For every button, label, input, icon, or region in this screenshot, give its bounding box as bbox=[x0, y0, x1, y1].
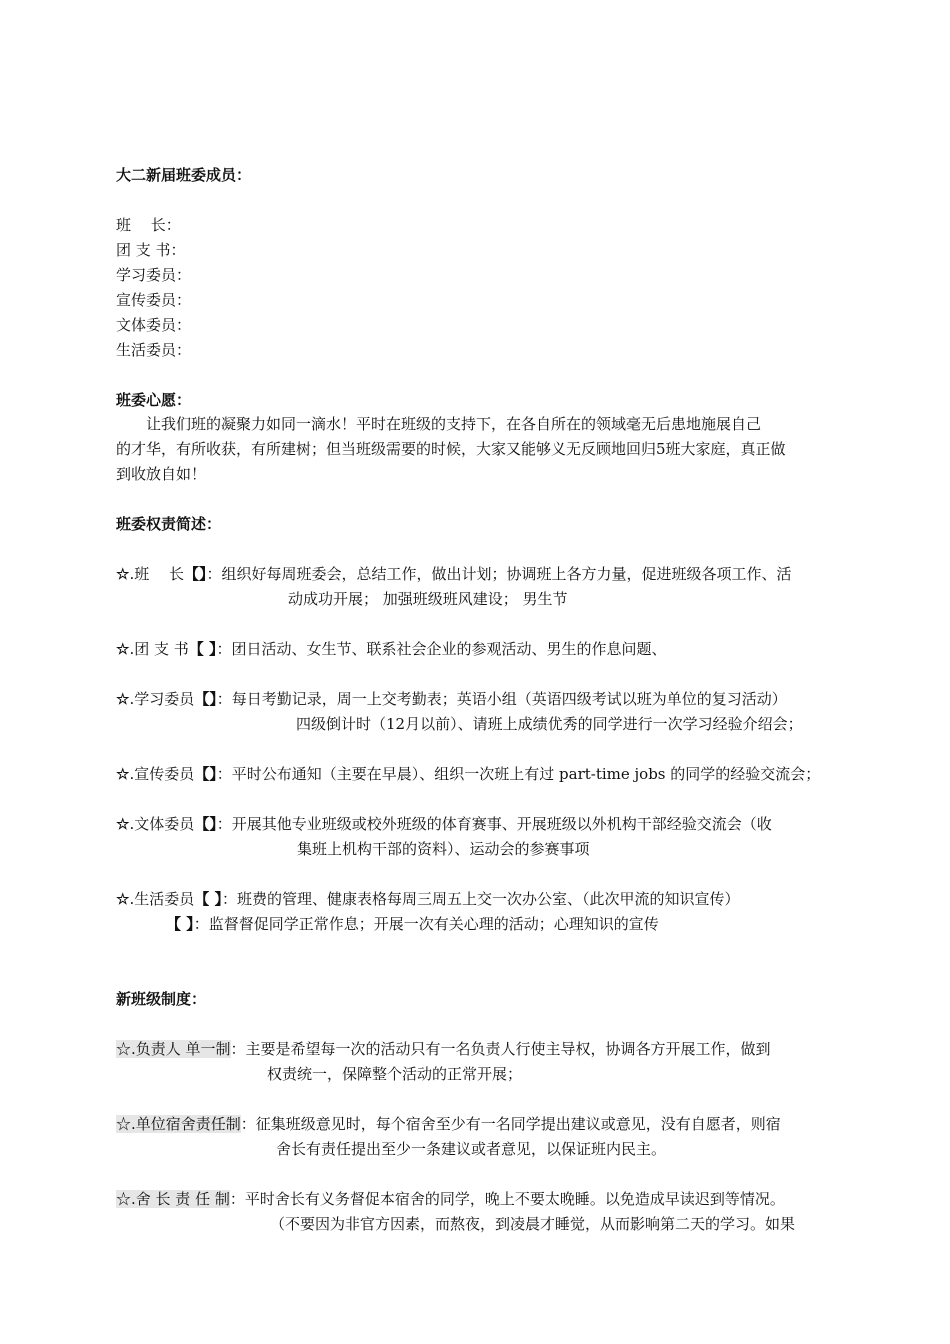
duty-brackets: 【】 bbox=[184, 565, 207, 583]
role-sports: 文体委员： bbox=[116, 316, 192, 334]
duty-text: ：监督督促同学正常作息；开展一次有关心理的活动；心理知识的宣传 bbox=[193, 915, 659, 933]
role-publicity: 宣传委员： bbox=[116, 291, 192, 309]
wish-line: 让我们班的凝聚力如同一滴水！平时在班级的支持下，在各自所在的领域毫无后患地施展自己 bbox=[146, 415, 762, 433]
system-item-single-leader bbox=[116, 1039, 771, 1059]
duty-text: 动成功开展； 加强班级班风建设； 男生节 bbox=[288, 590, 568, 608]
role-monitor: 班 长： bbox=[116, 216, 181, 234]
star-icon: ☆ bbox=[116, 640, 130, 658]
duty-text: ：每日考勤记录，周一上交考勤表；英语小组（英语四级考试以班为单位的复习活动） bbox=[216, 690, 787, 708]
system-text: 权责统一，保障整个活动的正常开展； bbox=[267, 1065, 523, 1083]
duties-heading: 班委权责简述： bbox=[116, 515, 222, 533]
duty-title: .宣传委员 bbox=[129, 765, 195, 783]
duty-item-sports bbox=[116, 814, 772, 834]
duty-brackets: 【 】 bbox=[194, 890, 222, 908]
wish-line: 的才华，有所收获，有所建树；但当班级需要的时候，大家又能够义无反顾地回归5班大家庭，真正做 bbox=[116, 440, 786, 458]
system-title: ☆.负责人 单一制 bbox=[116, 1040, 231, 1058]
duty-item-publicity bbox=[116, 764, 820, 784]
role-life: 生活委员： bbox=[116, 341, 192, 359]
duty-text: 四级倒计时（12月以前）、请班上成绩优秀的同学进行一次学习经验介绍会； bbox=[296, 715, 803, 733]
wish-heading: 班委心愿： bbox=[116, 391, 192, 409]
system-text: ：主要是希望每一次的活动只有一名负责人行使主导权，协调各方开展工作，做到 bbox=[230, 1040, 771, 1058]
system-item-dorm-head bbox=[116, 1189, 785, 1209]
duty-text: ：组织好每周班委会，总结工作，做出计划；协调班上各方力量，促进班级各项工作、活 bbox=[206, 565, 792, 583]
duty-title: .学习委员 bbox=[129, 690, 195, 708]
system-text: ：征集班级意见时，每个宿舍至少有一名同学提出建议或意见，没有自愿者，则宿 bbox=[240, 1115, 781, 1133]
system-item-dorm-unit bbox=[116, 1114, 781, 1134]
role-league-secretary: 团 支 书： bbox=[116, 241, 186, 259]
star-icon: ☆ bbox=[116, 690, 130, 708]
duty-brackets: 【】 bbox=[194, 765, 217, 783]
duty-item-monitor bbox=[116, 564, 792, 584]
system-text: 舍长有责任提出至少一条建议或者意见，以保证班内民主。 bbox=[276, 1140, 667, 1158]
duty-text: 集班上机构干部的资料）、运动会的参赛事项 bbox=[297, 840, 590, 858]
duty-title: .班 长 bbox=[129, 565, 184, 583]
duty-brackets: 【 】 bbox=[166, 915, 194, 933]
duty-item-league bbox=[116, 639, 667, 659]
duty-item-study bbox=[116, 689, 787, 709]
duty-brackets: 【】 bbox=[194, 690, 217, 708]
duty-text: ：开展其他专业班级或校外班级的体育赛事、开展班级以外机构干部经验交流会（收 bbox=[216, 815, 772, 833]
star-icon: ☆ bbox=[116, 815, 130, 833]
duty-title: .团 支 书 bbox=[129, 640, 189, 658]
system-title: ☆.舍 长 责 任 制 bbox=[116, 1190, 230, 1208]
duty-text: ：平时公布通知（主要在早晨）、组织一次班上有过 part-time jobs 的同学的经验交流会； bbox=[216, 765, 821, 783]
duty-subline bbox=[166, 914, 659, 934]
duty-brackets: 【 】 bbox=[188, 640, 217, 658]
duty-text: ：班费的管理、健康表格每周三周五上交一次办公室、（此次甲流的知识宣传） bbox=[221, 890, 740, 908]
duty-text: ：团日活动、女生节、联系社会企业的参观活动、男生的作息问题、 bbox=[216, 640, 667, 658]
members-heading: 大二新届班委成员： bbox=[116, 166, 252, 184]
duty-item-life bbox=[116, 889, 739, 909]
duty-title: .生活委员 bbox=[129, 890, 195, 908]
duty-brackets: 【】 bbox=[194, 815, 217, 833]
system-heading: 新班级制度： bbox=[116, 990, 207, 1008]
system-title: ☆.单位宿舍责任制 bbox=[116, 1115, 241, 1133]
star-icon: ☆ bbox=[116, 565, 130, 583]
role-study: 学习委员： bbox=[116, 266, 192, 284]
wish-line: 到收放自如！ bbox=[116, 465, 207, 483]
star-icon: ☆ bbox=[116, 765, 130, 783]
system-text: ：平时舍长有义务督促本宿舍的同学，晚上不要太晚睡。以免造成早读迟到等情况。 bbox=[229, 1190, 785, 1208]
duty-title: .文体委员 bbox=[129, 815, 195, 833]
star-icon: ☆ bbox=[116, 890, 130, 908]
system-text: （不要因为非官方因素，而熬夜，到凌晨才睡觉，从而影响第二天的学习。如果 bbox=[270, 1215, 796, 1233]
